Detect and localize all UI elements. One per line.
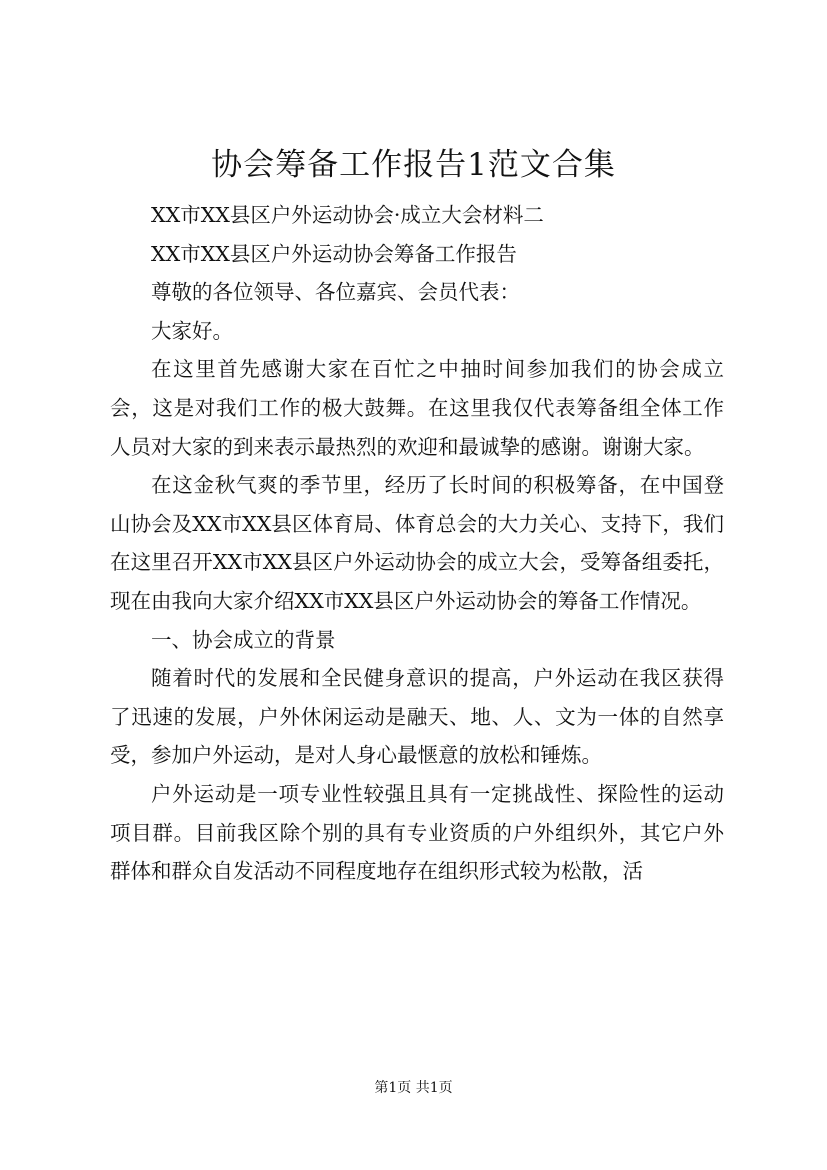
- paragraph-greeting: 大家好。: [151, 318, 233, 343]
- page-footer: 第1页 共1页: [374, 1080, 453, 1096]
- paragraph-background: 随着时代的发展和全民健身意识的提高，户外运动在我区获得了迅速的发展，户外休闲运动是融天、地、人、文为一体的自然享受，参加户外运动，是对人身心最惬意的放松和锤炼。: [110, 666, 724, 768]
- document-title: 协会筹备工作报告1范文合集: [211, 147, 616, 183]
- paragraph-introduction: 在这金秋气爽的季节里，经历了长时间的积极筹备，在中国登山协会及XX市XX县区体育局、体育总会的大力关心、支持下，我们在这里召开XX市XX县区户外运动协会的成立大会，受筹备组委托，现在由我向大家介绍XX市XX县区户外运动协会的筹备工作情况。: [110, 473, 724, 613]
- paragraph-thanks: 在这里首先感谢大家在百忙之中抽时间参加我们的协会成立会，这是对我们工作的极大鼓舞。在这里我仅代表筹备组全体工作人员对大家的到来表示最热烈的欢迎和最诚挚的感谢。谢谢大家。: [110, 357, 724, 459]
- section-heading-background: 一、协会成立的背景: [151, 627, 336, 652]
- paragraph-report-title: XX市XX县区户外运动协会筹备工作报告: [151, 241, 517, 266]
- paragraph-outdoor-sports: 户外运动是一项专业性较强且具有一定挑战性、探险性的运动项目群。目前我区除个别的具有专业资质的户外组织外，其它户外群体和群众自发活动不同程度地存在组织形式较为松散，活: [110, 781, 724, 884]
- paragraph-salutation: 尊敬的各位领导、各位嘉宾、会员代表：: [151, 280, 520, 305]
- paragraph-material-label: XX市XX县区户外运动协会·成立大会材料二: [151, 203, 544, 227]
- document-body: [110, 196, 724, 891]
